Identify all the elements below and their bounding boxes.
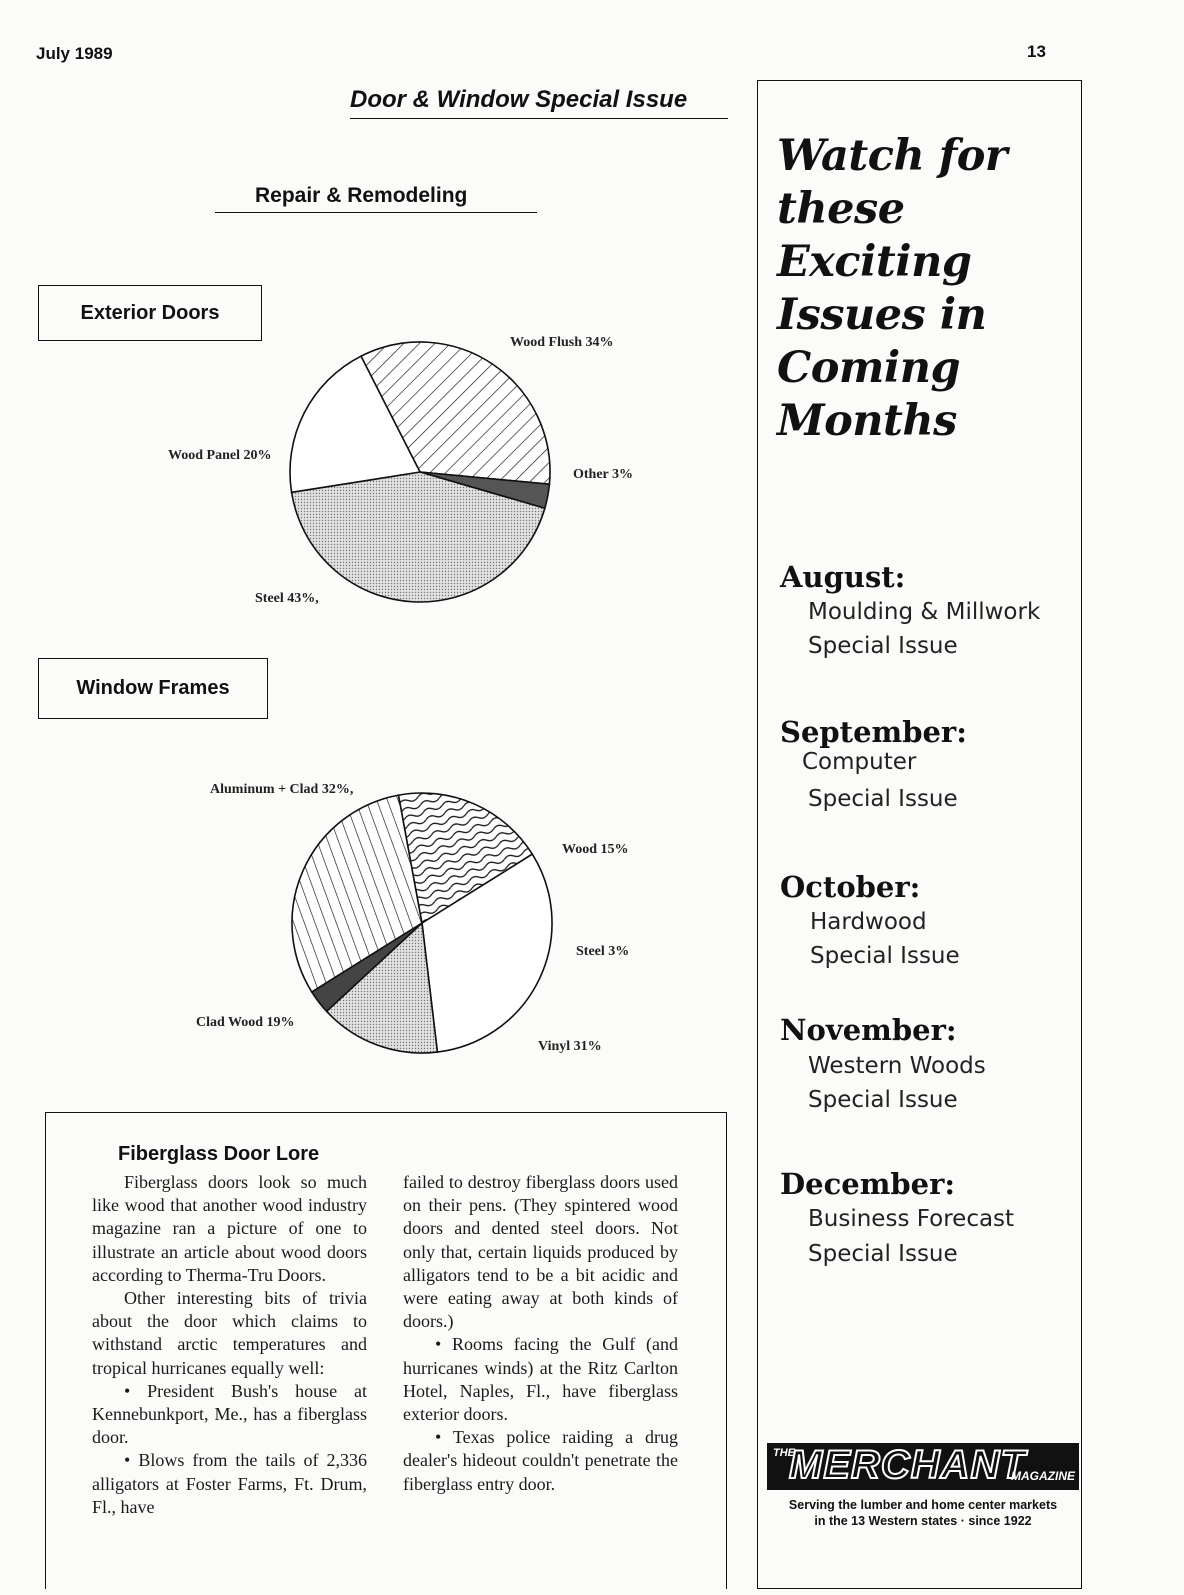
- pie-label-steel-window: Steel 3%: [576, 944, 630, 959]
- merchant-magazine-logo: [767, 1443, 1079, 1490]
- issue-december-topic: Business Forecast: [808, 1206, 1015, 1232]
- pie-label-other: Other 3%: [573, 467, 634, 482]
- lore-title: Fiberglass Door Lore: [118, 1143, 320, 1165]
- month-december: December:: [780, 1167, 956, 1201]
- pie-label-wood-panel: Wood Panel 20%: [168, 448, 272, 463]
- month-november: November:: [780, 1013, 957, 1047]
- tagline-line-1: Serving the lumber and home center markets: [788, 1498, 1058, 1512]
- issue-date: July 1989: [36, 44, 113, 63]
- exterior-doors-label: Exterior Doors: [38, 285, 262, 341]
- issue-august-type: Special Issue: [808, 633, 958, 659]
- section-title: Repair & Remodeling: [255, 184, 468, 207]
- issue-november-type: Special Issue: [808, 1087, 958, 1113]
- issue-september-type: Special Issue: [808, 786, 958, 812]
- lore-column-1: [92, 1171, 367, 1519]
- pie-label-vinyl: Vinyl 31%: [538, 1039, 602, 1054]
- window-frames-label: Window Frames: [38, 658, 268, 719]
- issue-title: Door & Window Special Issue: [350, 86, 688, 113]
- logo-magazine: MAGAZINE: [1011, 1469, 1075, 1483]
- logo-the: THE: [773, 1447, 795, 1459]
- lore-paragraph: Fiberglass doors look so much like wood that another wood industry magazine ran a picture of one to illustrate an article about wood doors according to Therma-Tru Doors.: [92, 1172, 367, 1285]
- lore-paragraph: failed to destroy fiberglass doors used on their pens. (They spintered wood doors and dented steel doors. Not only that, certain liquids produced by alligators tend to be a bit acidic and were eating away at both kinds of doors.): [403, 1172, 678, 1332]
- upcoming-issues-headline: Watch for these Exciting Issues in Coming Months: [777, 131, 1008, 446]
- tagline-line-2: in the 13 Western states · since 1922: [814, 1514, 1032, 1528]
- month-october: October:: [780, 870, 921, 904]
- pie-charts: [0, 0, 740, 1100]
- lore-paragraph: Other interesting bits of trivia about the door which claims to withstand arctic temperatures and tropical hurricanes equally well:: [92, 1288, 367, 1378]
- page-number: 13: [1027, 42, 1046, 61]
- magazine-tagline: [767, 1497, 1079, 1529]
- issue-november-topic: Western Woods: [808, 1053, 986, 1079]
- lore-paragraph: • Blows from the tails of 2,336 alligators at Foster Farms, Ft. Drum, Fl., have: [92, 1450, 367, 1517]
- lore-column-2: [403, 1171, 678, 1496]
- issue-august-topic: Moulding & Millwork: [808, 599, 1041, 625]
- issue-october-topic: Hardwood: [810, 909, 927, 935]
- pie-label-steel: Steel 43%,: [255, 591, 319, 606]
- lore-paragraph: • Rooms facing the Gulf (and hurricanes winds) at the Ritz Carlton Hotel, Naples, Fl., have fiberglass exterior doors.: [403, 1334, 678, 1425]
- exterior-doors-pie: [290, 342, 550, 602]
- issue-december-type: Special Issue: [808, 1241, 958, 1267]
- issue-october-type: Special Issue: [810, 943, 960, 969]
- pie-label-clad-wood: Clad Wood 19%: [196, 1015, 295, 1030]
- lore-paragraph: • Texas police raiding a drug dealer's hideout couldn't penetrate the fiberglass entry door.: [403, 1427, 678, 1494]
- pie-label-aluminum-clad: Aluminum + Clad 32%,: [210, 782, 354, 797]
- month-september: September:: [780, 715, 967, 749]
- pie-label-wood-flush: Wood Flush 34%: [510, 335, 614, 350]
- month-august: August:: [780, 560, 906, 594]
- window-frames-pie: [292, 793, 552, 1053]
- issue-september-topic: Computer: [802, 749, 917, 775]
- pie-label-wood: Wood 15%: [562, 842, 629, 857]
- logo-name: MERCHANT: [789, 1443, 1026, 1487]
- lore-paragraph: • President Bush's house at Kennebunkport, Me., has a fiberglass door.: [92, 1380, 367, 1448]
